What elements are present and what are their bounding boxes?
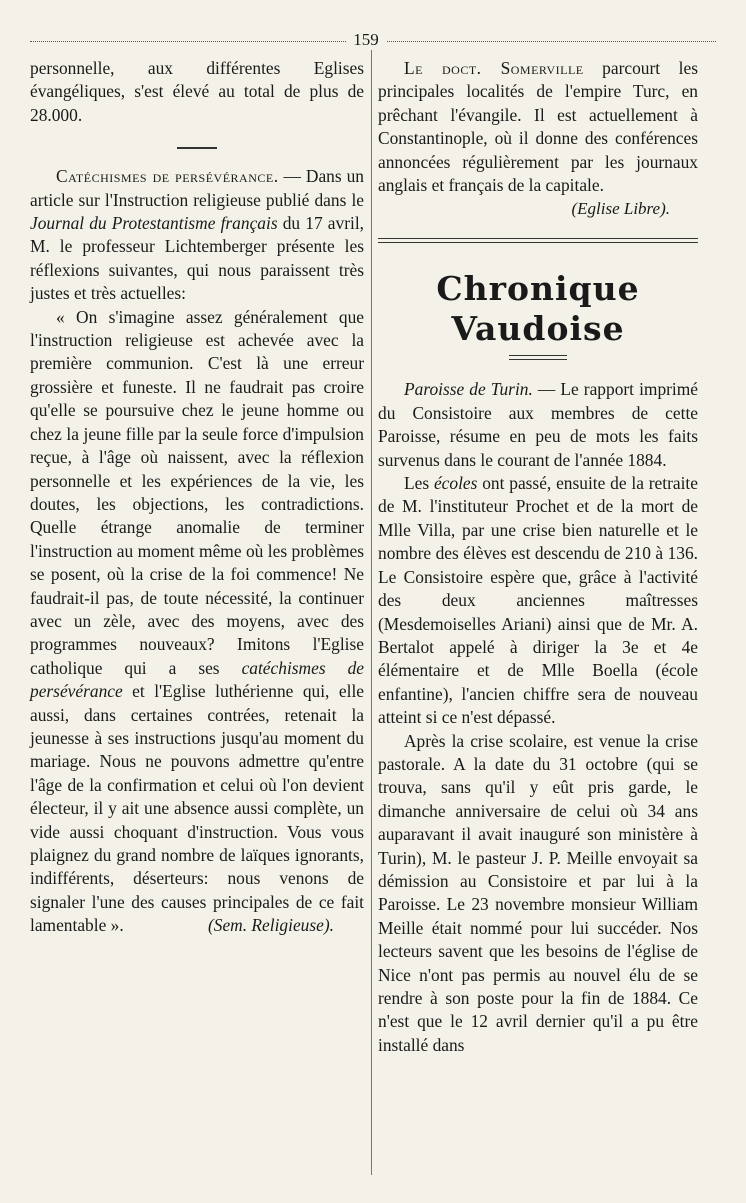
turin-paragraph-2: [378, 472, 698, 729]
somerville-paragraph: [378, 57, 698, 197]
column-divider: [371, 50, 372, 1175]
quote-paragraph: [30, 306, 364, 938]
somerville-heading: Le doct. Somerville: [404, 58, 584, 78]
quote-source: (Sem. Religieuse).: [207, 915, 334, 936]
right-column: [378, 57, 698, 1057]
turin-text-2b: ont passé, ensuite de la retraite de M. l'instituteur Prochet et de la mort de Mlle Villa, par une crise bien naturelle et le nombre des élèves est descendu de 210 à 136. Le Consistoire espère que, grâce à l'activité des deux anciennes maîtresses (Mesdemoiselles Ariani) ainsi que de Mr. A. Bertalot appelé à diriger la 3e et 4e élémentaire et de Mlle Boella (école enfantine), l'ancien chiffre sera de nouveau atteint si ce n'est dépassé.: [378, 473, 698, 728]
turin-text-1: — Le rapport imprimé du Consistoire aux membres de cette Paroisse, résume en peu de mots les faits survenus dans le courant de l'année 1884.: [378, 379, 699, 470]
somerville-source: (Eglise Libre).: [571, 199, 670, 219]
turin-paragraph-3: Après la crise scolaire, est venue la crise pastorale. A la date du 31 octobre (qui se trouva, sans qu'il y eût pris garde, le dimanche anniversaire de celui où 34 ans auparavant il avait inauguré son ministère à Turin), M. le pasteur J. P. Meille envoyait sa démission au Consistoire et par lui à la Paroisse. Le 23 novembre monsieur William Meille était nommé pour lui succéder. Nos lecteurs savent que les besoins de l'église de Nice n'ont pas permis au nouvel élu de se rendre à son poste pour la fin de 1884. Ce n'est que le 12 avril dernier qu'il a pu être installé dans: [378, 730, 698, 1055]
turin-paragraph-1: [378, 378, 698, 472]
section-title: Chronique Vaudoise: [436, 269, 640, 349]
intro-paragraph: personnelle, aux différentes Eglises évangéliques, s'est élevé au total de plus de 28.000.: [30, 58, 364, 125]
quote-catechismes-term: catéchismes de persévérance: [30, 657, 364, 702]
separator-rule: [177, 147, 217, 149]
turin-heading: Paroisse de Turin.: [404, 379, 533, 400]
catechismes-heading: Catéchismes de persévérance.: [56, 166, 279, 187]
turin-ecoles-term: écoles: [433, 473, 478, 494]
journal-title: Journal du Protestantisme français: [30, 213, 278, 234]
catechismes-text-a: — Dans un article sur l'Instruction religieuse publié dans le: [30, 166, 364, 210]
quote-text-b: et l'Eglise luthérienne qui, elle aussi, dans certaines contrées, retenait la jeunesse à ses instructions jusqu'au moment du mariage. Nous ne pouvons admettre qu'entre l'âge de la confirmation et celui où l'on devient électeur, il y ait une absence aussi complète, un vide aussi choquant d'instruction. Vous vous plaignez du grand nombre de laïques ignorants, indifférents, déserteurs: nous venons de signaler l'une des causes principales de ce fait lamentable ».: [30, 681, 364, 936]
quote-text-a: « On s'imagine assez généralement que l'instruction religieuse est achevée avec la première communion. C'est là une erreur grossière et funeste. Il ne faudrait pas croire qu'elle se poursuive chez le jeune homme ou chez la jeune fille par la seule force d'impulsion reçue, à l'âge où naissent, avec la réflexion personnelle et les expériences de la vie, les doutes, les objections, les contradictions. Quelle étrange anomalie de terminer l'instruction au moment même où les problèmes se posent, où la crise de la foi commence! Ne faudrait-il pas, de toute nécessité, la continuer avec un zèle, avec des moyens, avec des programmes nouveaux? Imitons l'Eglise catholique qui a ses: [30, 306, 364, 678]
catechismes-text-b: du 17 avril, M. le professeur Lichtemberger présente les réflexions suivantes, qui nous paraissent très justes et très actuelles:: [30, 213, 364, 304]
somerville-text: parcourt les principales localités de l'empire Turc, en prêchant l'évangile. Il est actuellement à Constantinople, où il donne des conférences annoncées régulièrement par les journaux anglais et français de la capitale.: [378, 58, 698, 196]
page-number: 159: [346, 30, 386, 50]
turin-text-2a: Les: [404, 473, 434, 494]
section-double-rule: [378, 238, 698, 243]
catechismes-paragraph: [30, 165, 364, 305]
left-column: [30, 57, 364, 938]
title-underline-rule: [509, 355, 567, 360]
